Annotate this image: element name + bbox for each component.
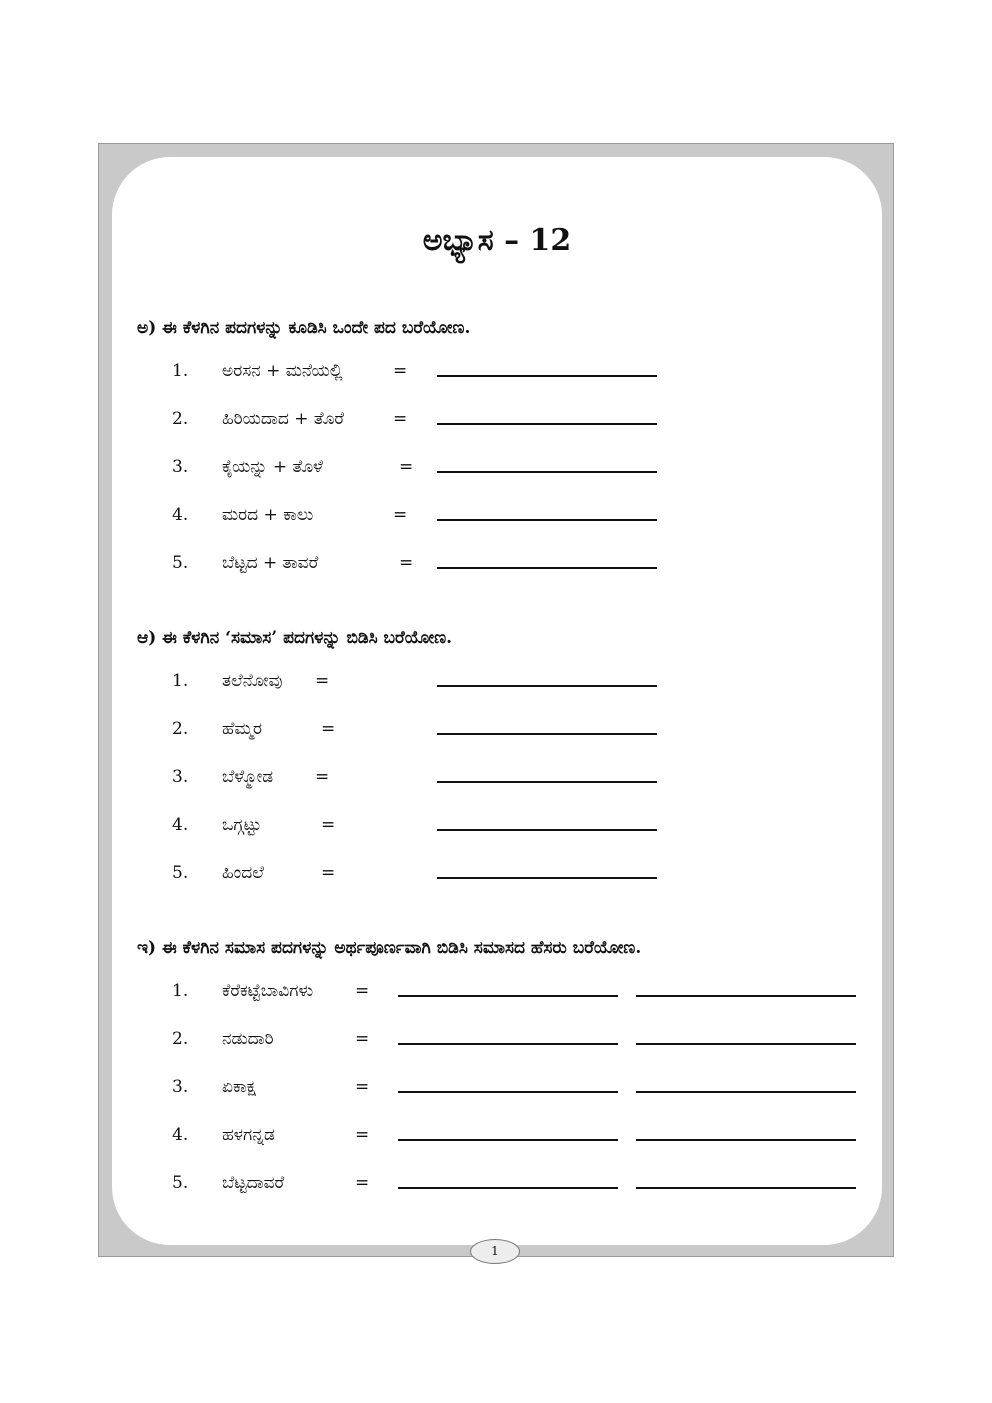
item-word: ಹಳಗನ್ನಡ bbox=[222, 1125, 275, 1145]
item-number: 1. bbox=[172, 671, 189, 691]
answer-blank-2[interactable] bbox=[636, 995, 856, 997]
exercise-row bbox=[112, 1029, 882, 1059]
exercise-row bbox=[112, 1077, 882, 1107]
item-word: ಬೆಳ್ಮೋಡ bbox=[222, 767, 274, 787]
item-word: ಹಿಂದಲೆ bbox=[222, 863, 264, 883]
exercise-row bbox=[112, 361, 882, 391]
page-number: 1 bbox=[470, 1239, 520, 1264]
equals-sign: = bbox=[355, 1125, 370, 1145]
equals-sign: = bbox=[321, 863, 336, 883]
equals-sign: = bbox=[393, 505, 408, 525]
equals-sign: = bbox=[355, 981, 370, 1001]
answer-blank-1[interactable] bbox=[437, 733, 657, 735]
worksheet-panel bbox=[112, 157, 882, 1245]
equals-sign: = bbox=[399, 457, 414, 477]
answer-blank-1[interactable] bbox=[398, 1139, 618, 1141]
equals-sign: = bbox=[399, 553, 414, 573]
item-word: ಮರದ + ಕಾಲು bbox=[222, 505, 314, 525]
item-word: ಕೆರೆಕಟ್ಟೆಬಾವಿಗಳು bbox=[222, 981, 314, 1001]
section-heading: ಆ) ಈ ಕೆಳಗಿನ ‘ಸಮಾಸ’ ಪದಗಳನ್ನು ಬಿಡಿಸಿ ಬರೆಯೋಣ. bbox=[137, 628, 453, 648]
exercise-row bbox=[112, 1173, 882, 1203]
answer-blank-1[interactable] bbox=[437, 685, 657, 687]
equals-sign: = bbox=[355, 1029, 370, 1049]
answer-blank-1[interactable] bbox=[437, 877, 657, 879]
answer-blank-1[interactable] bbox=[437, 423, 657, 425]
item-number: 1. bbox=[172, 361, 189, 381]
equals-sign: = bbox=[321, 815, 336, 835]
page-title: ಅಭ್ಯಾಸ – 12 bbox=[422, 223, 572, 258]
item-number: 2. bbox=[172, 409, 189, 429]
answer-blank-1[interactable] bbox=[398, 1091, 618, 1093]
answer-blank-1[interactable] bbox=[437, 375, 657, 377]
equals-sign: = bbox=[355, 1173, 370, 1193]
page-frame bbox=[98, 143, 894, 1257]
exercise-row bbox=[112, 1125, 882, 1155]
item-number: 3. bbox=[172, 457, 189, 477]
item-number: 2. bbox=[172, 719, 189, 739]
item-number: 4. bbox=[172, 1125, 189, 1145]
item-number: 5. bbox=[172, 1173, 189, 1193]
answer-blank-1[interactable] bbox=[437, 471, 657, 473]
item-word: ನಡುದಾರಿ bbox=[222, 1029, 274, 1049]
answer-blank-1[interactable] bbox=[437, 519, 657, 521]
item-number: 1. bbox=[172, 981, 189, 1001]
answer-blank-2[interactable] bbox=[636, 1091, 856, 1093]
exercise-row bbox=[112, 719, 882, 749]
equals-sign: = bbox=[393, 361, 408, 381]
answer-blank-1[interactable] bbox=[437, 781, 657, 783]
section-heading: ಇ) ಈ ಕೆಳಗಿನ ಸಮಾಸ ಪದಗಳನ್ನು ಅರ್ಥಪೂರ್ಣವಾಗಿ ಬಿಡಿಸಿ ಸಮಾಸದ ಹೆಸರು ಬರೆಯೋಣ. bbox=[137, 938, 642, 958]
item-number: 4. bbox=[172, 505, 189, 525]
exercise-row bbox=[112, 767, 882, 797]
answer-blank-2[interactable] bbox=[636, 1139, 856, 1141]
exercise-row bbox=[112, 409, 882, 439]
equals-sign: = bbox=[355, 1077, 370, 1097]
exercise-row bbox=[112, 981, 882, 1011]
item-word: ಕೈಯನ್ನು + ತೊಳೆ bbox=[222, 457, 323, 477]
item-number: 2. bbox=[172, 1029, 189, 1049]
exercise-row bbox=[112, 505, 882, 535]
item-number: 3. bbox=[172, 767, 189, 787]
item-word: ಏಕಾಕ್ಷ bbox=[222, 1077, 256, 1097]
answer-blank-1[interactable] bbox=[437, 829, 657, 831]
section-heading: ಅ) ಈ ಕೆಳಗಿನ ಪದಗಳನ್ನು ಕೂಡಿಸಿ ಒಂದೇ ಪದ ಬರೆಯೋಣ. bbox=[137, 318, 471, 338]
equals-sign: = bbox=[393, 409, 408, 429]
exercise-row bbox=[112, 553, 882, 583]
answer-blank-2[interactable] bbox=[636, 1187, 856, 1189]
exercise-row bbox=[112, 457, 882, 487]
item-number: 5. bbox=[172, 553, 189, 573]
answer-blank-1[interactable] bbox=[398, 1187, 618, 1189]
equals-sign: = bbox=[321, 719, 336, 739]
item-number: 5. bbox=[172, 863, 189, 883]
exercise-row bbox=[112, 815, 882, 845]
answer-blank-1[interactable] bbox=[398, 1043, 618, 1045]
answer-blank-1[interactable] bbox=[398, 995, 618, 997]
answer-blank-2[interactable] bbox=[636, 1043, 856, 1045]
item-number: 3. bbox=[172, 1077, 189, 1097]
exercise-row bbox=[112, 863, 882, 893]
item-number: 4. bbox=[172, 815, 189, 835]
exercise-row bbox=[112, 671, 882, 701]
item-word: ತಲೆನೋವು bbox=[222, 671, 283, 691]
item-word: ಹೆಮ್ಮರ bbox=[222, 719, 262, 739]
item-word: ಹಿರಿಯದಾದ + ತೊರೆ bbox=[222, 409, 345, 429]
equals-sign: = bbox=[315, 767, 330, 787]
answer-blank-1[interactable] bbox=[437, 567, 657, 569]
equals-sign: = bbox=[315, 671, 330, 691]
item-word: ಒಗ್ಗಟ್ಟು bbox=[222, 815, 262, 835]
item-word: ಅರಸನ + ಮನೆಯಲ್ಲಿ bbox=[222, 361, 343, 381]
item-word: ಬೆಟ್ಟದ + ತಾವರೆ bbox=[222, 553, 319, 573]
item-word: ಬೆಟ್ಟದಾವರೆ bbox=[222, 1173, 285, 1193]
